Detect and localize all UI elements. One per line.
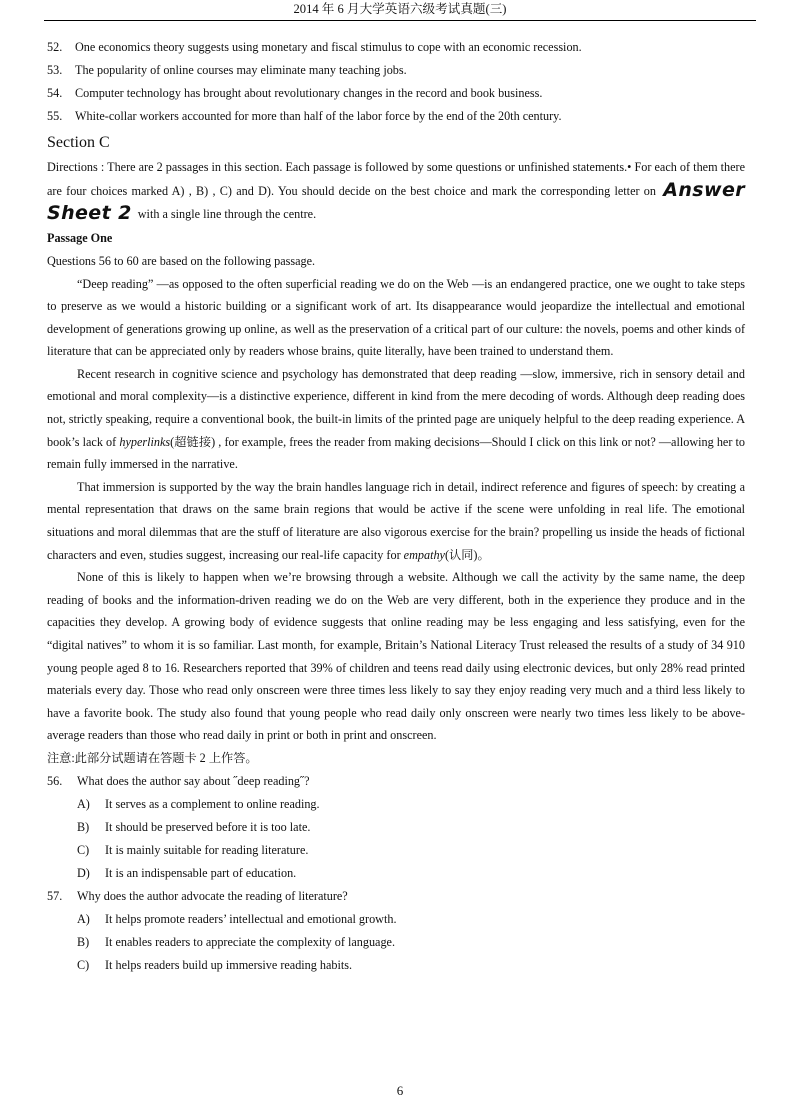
glossary-translation: (认同)。 <box>444 547 490 562</box>
option-text: It helps readers build up immersive reading habits. <box>105 957 353 972</box>
passage-paragraph-4: None of this is likely to happen when we’re browsing through a website. Although we call the activity by the same name, the deep reading of books and the information-driven reading we do on the Web are very different, both in the experience they produce and in the capacities they develop. A growing body of evidence suggests that online reading may be less engaging and less satisfying, even for the “digital natives” to whom it is so familiar. Last month, for example, Britain’s National Literacy Trust released the results of a study of 34 910 young people aged 8 to 16. Researchers reported that 39% of children and teens read daily using electronic devices, but only 28% read printed materials every day. Those who read only onscreen were three times less likely to say they enjoy reading very much and a third less likely to have a favorite book. The study also found that young people who read daily only onscreen were nearly two times less likely to be above-average readers than those who read daily in print or both in print and onscreen. <box>47 570 745 743</box>
passage-paragraph-1: “Deep reading” —as opposed to the often superficial reading we do on the Web —is an endangered practice, one we ought to take steps to preserve as we would a historic building or a significant work of art. Its disappearance would jeopardize the intellectual and emotional development of generations growing up online, as well as the preservation of a critical part of our culture: the novels, poems and other kinds of literature that can be appreciated only by readers whose brains, quite literally, have been trained to understand them. <box>47 276 745 359</box>
option-text: It helps promote readers’ intellectual and emotional growth. <box>105 911 397 926</box>
statement-text: One economics theory suggests using monetary and fiscal stimulus to cope with an economic recession. <box>75 40 582 54</box>
question-text: What does the author say about ˝deep reading˝? <box>77 773 310 788</box>
page-number: 6 <box>396 1083 404 1098</box>
option-56-d <box>47 862 745 885</box>
statement-54 <box>47 82 745 105</box>
question-57 <box>47 885 745 908</box>
option-56-b <box>47 816 745 839</box>
option-57-b <box>47 931 745 954</box>
passage-paragraph-2 <box>47 363 745 476</box>
option-56-a <box>47 793 745 816</box>
answer-sheet-label: Answer Sheet 2 <box>47 178 745 224</box>
option-letter: C) <box>77 842 90 857</box>
section-directions <box>47 156 745 226</box>
glossary-term: hyperlinks <box>119 434 171 449</box>
question-number: 56. <box>47 773 63 788</box>
option-letter: B) <box>77 934 90 949</box>
option-letter: B) <box>77 819 90 834</box>
glossary-term: empathy <box>403 547 445 562</box>
passage-intro: Questions 56 to 60 are based on the following passage. <box>47 253 316 268</box>
page-content <box>47 36 745 977</box>
option-letter: C) <box>77 957 90 972</box>
statement-number: 55. <box>47 109 63 123</box>
statement-number: 53. <box>47 63 63 77</box>
option-text: It serves as a complement to online reading. <box>105 796 320 811</box>
section-title: Section C <box>47 134 110 151</box>
option-text: It is mainly suitable for reading literature. <box>105 842 309 857</box>
answer-note: 注意:此部分试题请在答题卡 2 上作答。 <box>47 750 258 765</box>
question-number: 57. <box>47 888 63 903</box>
option-text: It is an indispensable part of education. <box>105 865 297 880</box>
option-57-a <box>47 908 745 931</box>
statement-53 <box>47 59 745 82</box>
paragraph-text: Recent research in cognitive science and psychology has demonstrated that deep reading —slow, immersive, rich in sensory detail and emotional and moral complexity—is a distinctive experience, different in kind from the mere decoding of words. Although deep reading does not, strictly speaking, require a conventional book, the built-in limits of the printed page are uniquely helpful to the deep reading experience. A book’s lack of <box>47 366 745 449</box>
question-text: Why does the author advocate the reading of literature? <box>77 888 348 903</box>
statement-number: 52. <box>47 40 63 54</box>
passage-paragraph-3 <box>47 476 745 566</box>
option-letter: A) <box>77 796 90 811</box>
directions-text-end: with a single line through the centre. <box>137 207 317 221</box>
statement-text: White-collar workers accounted for more than half of the labor force by the end of the 20th century. <box>75 109 562 123</box>
page-header <box>44 0 756 21</box>
statement-number: 54. <box>47 86 63 100</box>
directions-text: Directions : There are 2 passages in this section. Each passage is followed by some questions or unfinished statements.• For each of them there are four choices marked A) , B) , C) and D). You should decide on the best choice and mark the corresponding letter on <box>47 160 745 198</box>
statement-52 <box>47 36 745 59</box>
question-56 <box>47 770 745 793</box>
paragraph-text: That immersion is supported by the way the brain handles language rich in detail, indirect reference and figures of speech: by creating a mental representation that draws on the same brain regions that would be active if the scene were unfolding in real life. The emotional situations and moral dilemmas that are the stuff of literature are also vigorous exercise for the brain? propelling us inside the heads of fictional characters and even, studies suggest, increasing our real-life capacity for <box>47 479 745 562</box>
glossary-translation: (超链接) <box>170 434 216 449</box>
option-57-c <box>47 954 745 977</box>
header-title: 2014 年 6 月大学英语六级考试真题(三) <box>293 2 507 16</box>
statement-55 <box>47 105 745 128</box>
paragraph-text-end: , for example, frees the reader from making decisions—Should I click on this link or not? —allowing her to remain fully immersed in the narrative. <box>47 434 746 472</box>
passage-title: Passage One <box>47 230 113 245</box>
statement-text: Computer technology has brought about revolutionary changes in the record and book business. <box>75 86 543 100</box>
option-letter: D) <box>77 865 90 880</box>
option-letter: A) <box>77 911 90 926</box>
statement-text: The popularity of online courses may eliminate many teaching jobs. <box>75 63 407 77</box>
option-text: It should be preserved before it is too late. <box>105 819 311 834</box>
option-text: It enables readers to appreciate the complexity of language. <box>105 934 396 949</box>
option-56-c <box>47 839 745 862</box>
